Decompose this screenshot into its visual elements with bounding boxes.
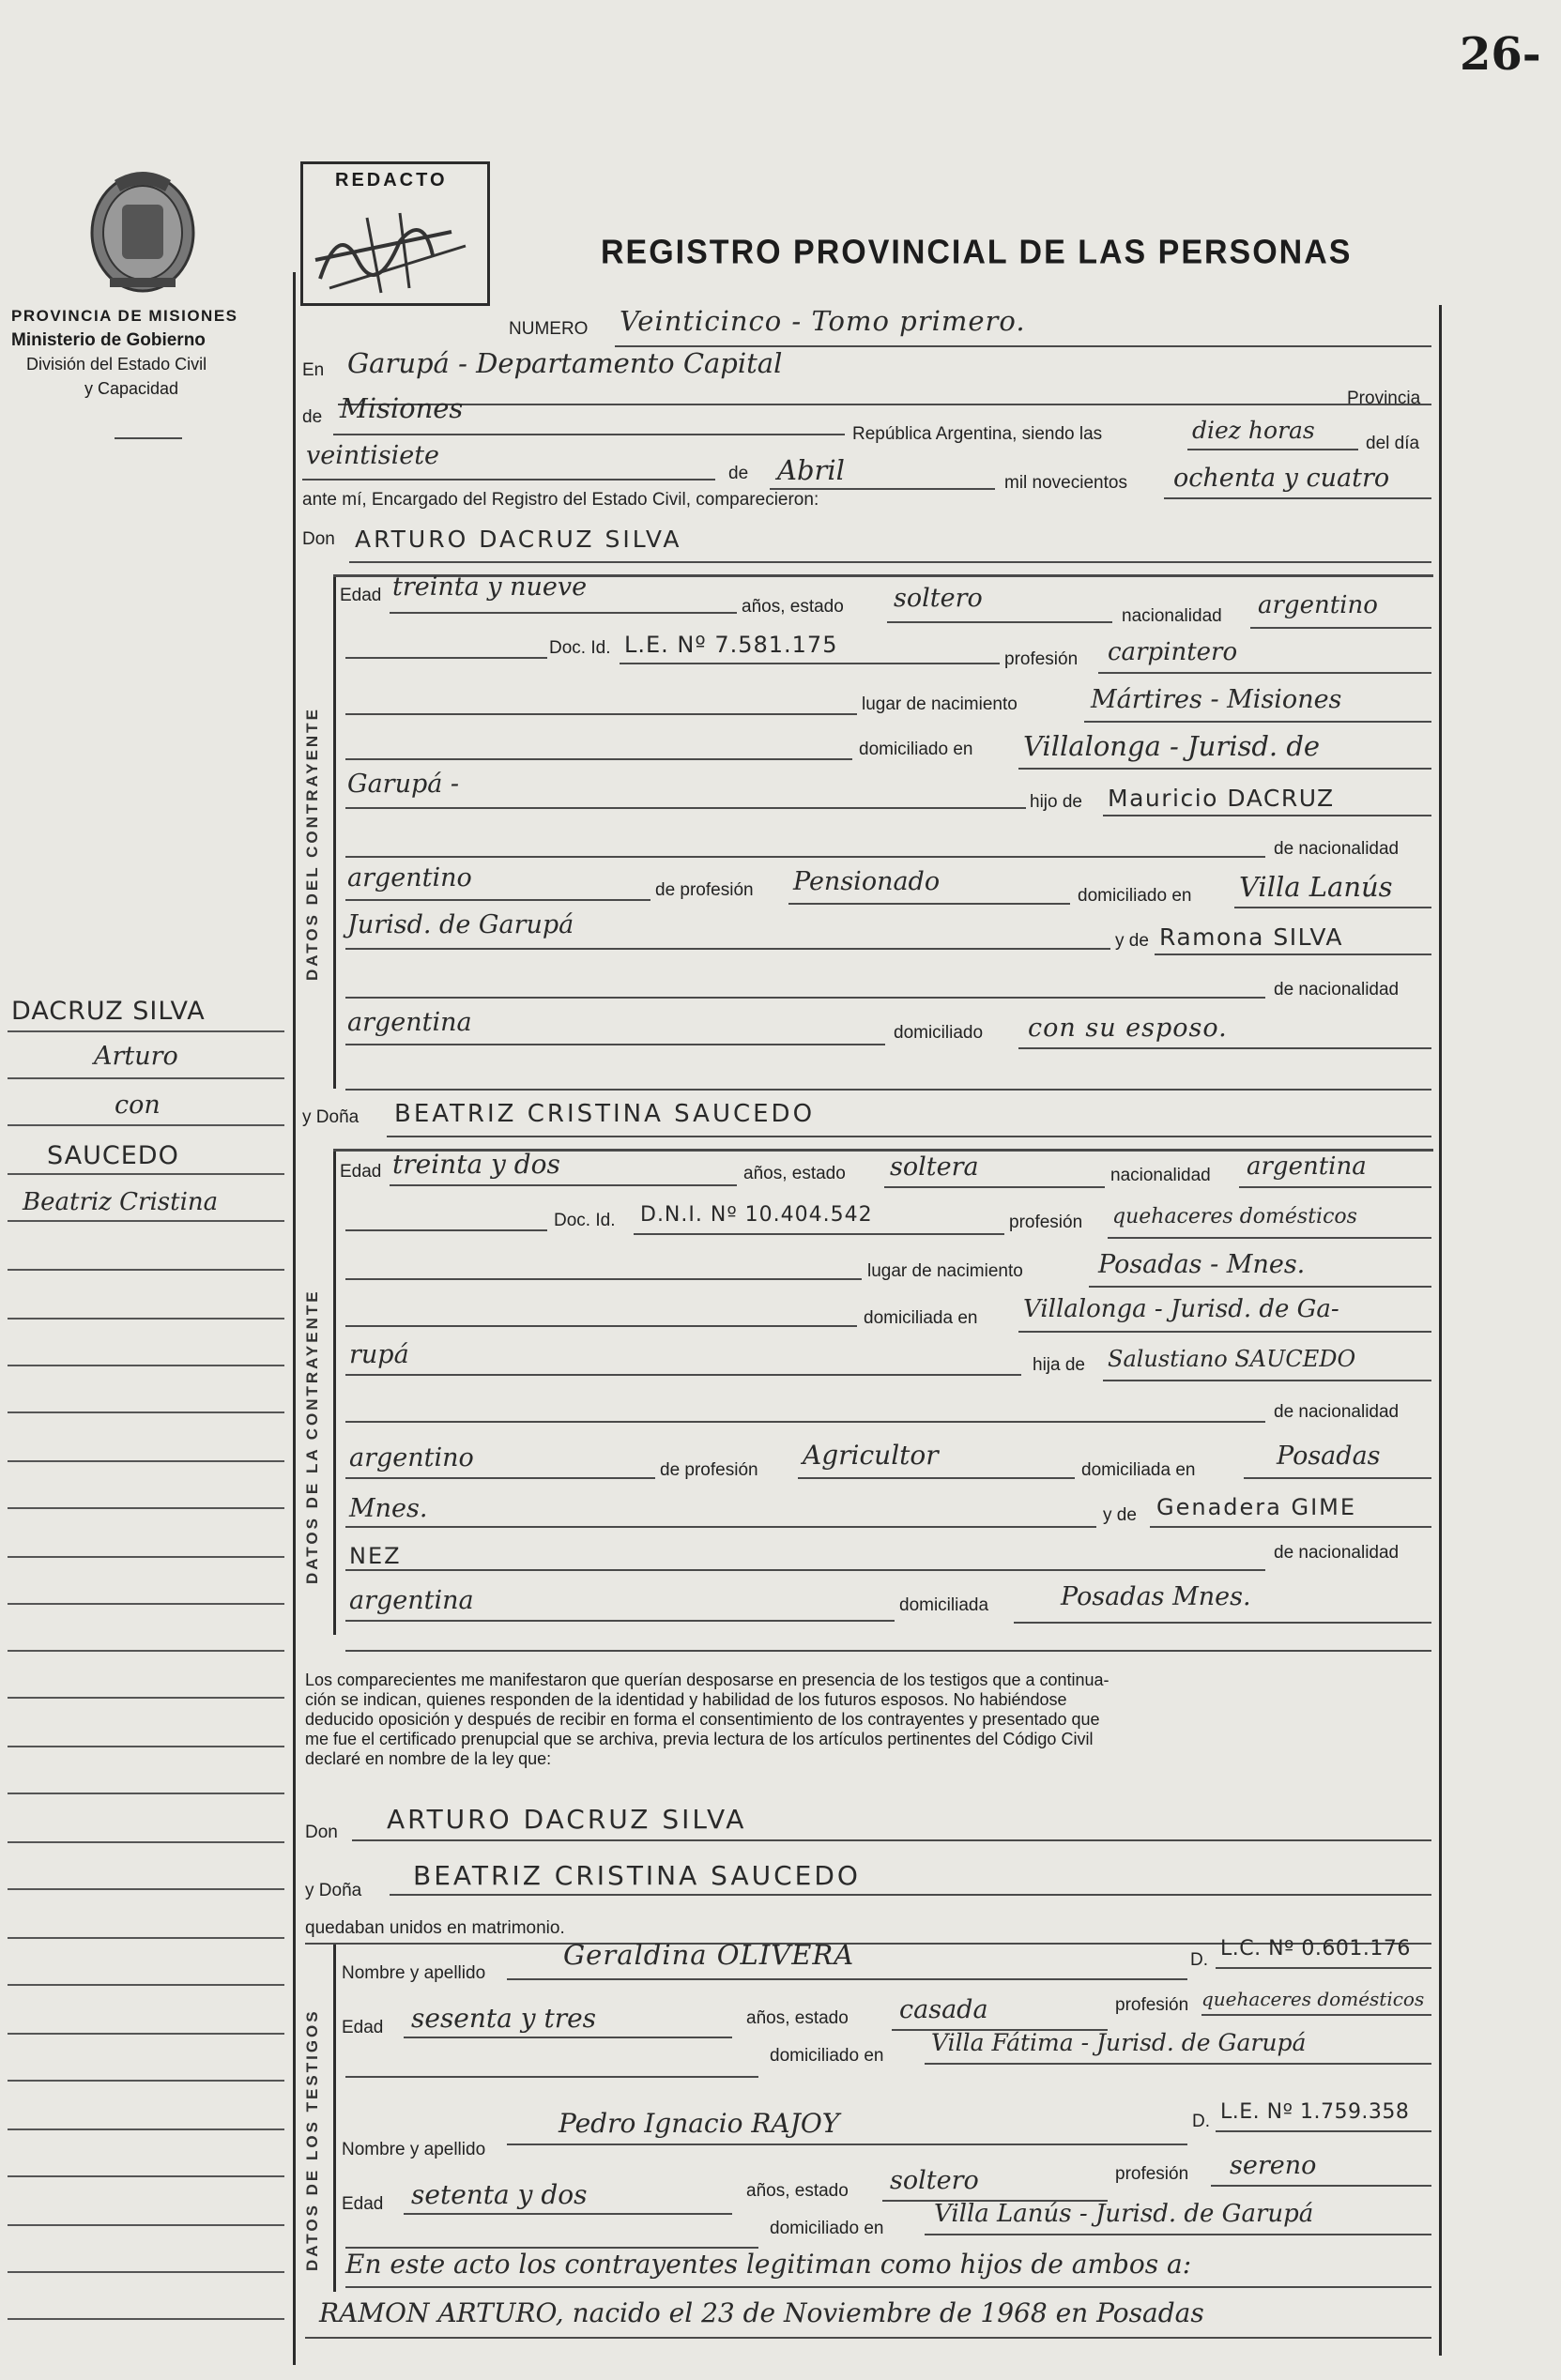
- stamp-signature: [311, 204, 470, 298]
- field-b-madre-1: Genadera GIME: [1156, 1494, 1357, 1520]
- field-b-profesion: quehaceres domésticos: [1112, 1205, 1357, 1228]
- field-g-doc-line: [620, 663, 1000, 664]
- label-don: Don: [302, 529, 335, 549]
- field-anio-line: [1164, 497, 1431, 499]
- label-g-profesion: profesión: [1004, 649, 1079, 669]
- field-don-line: [349, 561, 1431, 563]
- label-mil: mil novecientos: [1004, 473, 1127, 493]
- label-provincia: Provincia: [1347, 389, 1421, 408]
- field-w2-nombre-line: [507, 2144, 1187, 2145]
- field-w1-dom: Villa Fátima - Jurisd. de Garupá: [931, 2029, 1307, 2056]
- field-en-line: [338, 404, 1431, 405]
- field-g-padre-nac: argentino: [347, 863, 472, 892]
- field-g-edad: treinta y nueve: [392, 572, 588, 602]
- label-g-hijo-de: hijo de: [1030, 792, 1082, 812]
- margin-rule: [8, 1124, 284, 1126]
- margin-rule: [8, 2224, 284, 2226]
- field-w2-doc-line: [1216, 2130, 1431, 2132]
- margin-rule: [8, 1077, 284, 1079]
- field-provincia-line: [333, 434, 845, 435]
- field-g-padre-nac-lead-line: [345, 856, 1265, 858]
- field-g-lugar: Mártires - Misiones: [1091, 685, 1342, 714]
- field-g-madre-dom-line: [1018, 1047, 1431, 1049]
- groom-section-bottom-line: [345, 1089, 1431, 1091]
- label-b-domiciliada: domiciliada en: [864, 1308, 978, 1328]
- field-b-doc-line: [634, 1233, 1004, 1235]
- field-anio: ochenta y cuatro: [1173, 464, 1390, 493]
- margin-rule: [8, 1746, 284, 1747]
- label-b-padre-dom: domiciliada en: [1081, 1460, 1196, 1480]
- field-dia-line: [302, 479, 715, 481]
- field-mes: Abril: [777, 454, 845, 486]
- field-g-padre-line: [1103, 815, 1431, 816]
- note-line-2: RAMON ARTURO, nacido el 23 de Noviembre de 1968 en Posadas: [319, 2297, 1204, 2328]
- margin-rule: [8, 1556, 284, 1558]
- field-numero: Veinticinco - Tomo primero.: [620, 305, 1026, 337]
- field-horas-line: [1187, 449, 1358, 450]
- margin-rule: [8, 2271, 284, 2273]
- field-b-padre-nac: argentino: [349, 1443, 474, 1472]
- label-numero: NUMERO: [509, 319, 589, 339]
- field-w1-dom-lead-line: [345, 2076, 758, 2078]
- side-label-testigos: DATOS DE LOS TESTIGOS: [303, 2008, 321, 2271]
- field-b-padre-dom-1: Posadas: [1277, 1442, 1381, 1471]
- field-w1-edad: sesenta y tres: [411, 2003, 597, 2034]
- field-b-padre-nac-lead-line: [345, 1421, 1265, 1423]
- side-label-contrayente: DATOS DEL CONTRAYENTE: [303, 707, 321, 981]
- field-w2-doc: L.E. Nº 1.759.358: [1220, 2100, 1410, 2124]
- margin-rule: [8, 1697, 284, 1699]
- label-del-dia: del día: [1366, 434, 1420, 453]
- margin-rule: [8, 1318, 284, 1320]
- page-title: REGISTRO PROVINCIAL DE LAS PERSONAS: [601, 234, 1353, 271]
- paragraph-line: declaré en nombre de la ley que:: [305, 1749, 552, 1768]
- bride-section-border: [333, 1149, 336, 1635]
- field-b-nacionalidad-line: [1239, 1186, 1431, 1188]
- field-g-doc-lead-line: [345, 657, 547, 659]
- field-w1-nombre: Geraldina OLIVERA: [563, 1939, 855, 1971]
- field-b-madre-1-line: [1150, 1526, 1431, 1528]
- margin-rule: [8, 1603, 284, 1605]
- field-g-padre-nac-line: [345, 899, 650, 901]
- margin-note-con: con: [115, 1091, 161, 1120]
- label-g-padre-dom: domiciliado en: [1078, 886, 1192, 906]
- field-b-profesion-line: [1108, 1237, 1431, 1239]
- label-b-profesion: profesión: [1009, 1213, 1083, 1232]
- field-b-padre-nac-line: [345, 1477, 655, 1479]
- paragraph-line: deducido oposición y después de recibir en forma el consentimiento de los contrayentes y presentado que: [305, 1710, 1100, 1729]
- field-g-dom-2: Garupá -: [347, 770, 460, 799]
- field-g-madre-nac: argentina: [347, 1008, 472, 1037]
- field-g-madre-line: [1155, 954, 1431, 955]
- label-w2-anos-estado: años, estado: [746, 2181, 849, 2201]
- field-b-padre-dom-1-line: [1244, 1477, 1431, 1479]
- field-dia: veintisiete: [306, 441, 440, 470]
- label-b-edad: Edad: [340, 1162, 382, 1182]
- field-b-padre-line: [1103, 1380, 1431, 1381]
- note-line-1-underline: [345, 2286, 1431, 2288]
- field-b-madre-dom-line: [1014, 1622, 1431, 1624]
- margin-note-surname-2: SAUCEDO: [47, 1141, 179, 1170]
- margin-rule: [8, 2128, 284, 2130]
- field-g-padre-dom-1: Villa Lanús: [1239, 871, 1393, 903]
- paragraph-line: ción se indican, quienes responden de la identidad y habilidad de los futuros esposos. No habiéndose: [305, 1690, 1067, 1709]
- field-g-padre-dom-1-line: [1234, 907, 1431, 908]
- margin-rule: [8, 1888, 284, 1890]
- capacity-name: y Capacidad: [84, 379, 179, 398]
- label-decl-don: Don: [305, 1823, 338, 1842]
- label-republica: República Argentina, siendo las: [852, 424, 1103, 444]
- label-b-lugar: lugar de nacimiento: [867, 1261, 1023, 1281]
- field-g-lugar-lead-line: [345, 713, 857, 715]
- field-b-lugar-lead-line: [345, 1278, 862, 1280]
- field-b-doc-lead-line: [345, 1229, 547, 1231]
- field-g-padre-prof: Pensionado: [793, 867, 941, 896]
- margin-rule: [8, 1411, 284, 1413]
- label-g-madre-nac: de nacionalidad: [1274, 980, 1400, 999]
- field-b-padre-dom-2-line: [345, 1526, 1096, 1528]
- margin-rule: [8, 1365, 284, 1366]
- field-b-madre-2: NEZ: [349, 1543, 402, 1569]
- label-en: En: [302, 360, 325, 380]
- field-provincia: Misiones: [340, 392, 464, 424]
- ministry-divider: [115, 437, 182, 439]
- margin-rule: [8, 1507, 284, 1509]
- field-dona-line: [387, 1136, 1431, 1137]
- field-g-padre: Mauricio DACRUZ: [1108, 785, 1335, 812]
- field-g-profesion: carpintero: [1108, 638, 1238, 666]
- paragraph-line: me fue el certificado prenupcial que se archiva, previa lectura de los artículos pertinentes del Código Civil: [305, 1730, 1094, 1748]
- label-g-padre-nac: de nacionalidad: [1274, 839, 1400, 859]
- field-don: ARTURO DACRUZ SILVA: [355, 526, 682, 553]
- label-y-dona: y Doña: [302, 1107, 360, 1127]
- field-w1-edad-line: [404, 2037, 732, 2038]
- margin-rule: [8, 1030, 284, 1032]
- label-w2-profesion: profesión: [1115, 2164, 1189, 2184]
- bride-section-bottom-line: [345, 1650, 1431, 1652]
- field-b-edad: treinta y dos: [392, 1149, 560, 1180]
- label-w2-d: D.: [1192, 2112, 1210, 2131]
- field-w2-edad: setenta y dos: [411, 2179, 588, 2210]
- field-w2-dom: Villa Lanús - Jurisd. de Garupá: [934, 2200, 1314, 2228]
- field-b-madre-dom: Posadas Mnes.: [1061, 1582, 1251, 1611]
- folio-number: 26-: [1460, 28, 1541, 81]
- label-g-padre-prof: de profesión: [655, 880, 754, 900]
- field-w2-nombre: Pedro Ignacio RAJOY: [559, 2108, 840, 2139]
- field-w1-estado: casada: [899, 1995, 988, 2024]
- field-en: Garupá - Departamento Capital: [347, 347, 783, 379]
- label-ante: ante mí, Encargado del Registro del Estado Civil, comparecieron:: [302, 490, 819, 510]
- field-g-padre-prof-line: [788, 903, 1070, 905]
- margin-rule: [8, 1173, 284, 1175]
- groom-section-border: [333, 574, 336, 1089]
- redacto-stamp: [300, 161, 490, 306]
- field-b-nacionalidad: argentina: [1247, 1152, 1367, 1181]
- label-decl-dona: y Doña: [305, 1881, 362, 1900]
- field-g-lugar-line: [1084, 721, 1431, 723]
- label-g-lugar: lugar de nacimiento: [862, 694, 1018, 714]
- field-g-estado: soltero: [894, 584, 983, 613]
- label-b-y-de: y de: [1103, 1505, 1137, 1525]
- division-name: División del Estado Civil: [26, 355, 207, 374]
- field-g-estado-line: [887, 621, 1112, 623]
- field-b-lugar: Posadas - Mnes.: [1098, 1250, 1306, 1279]
- field-b-dom-1-line: [1018, 1331, 1431, 1333]
- field-w1-nombre-line: [507, 1978, 1187, 1980]
- label-w1-dom: domiciliado en: [770, 2046, 884, 2066]
- field-horas: diez horas: [1192, 417, 1315, 444]
- field-g-edad-line: [390, 612, 737, 614]
- label-de-mes: de: [728, 464, 749, 483]
- field-w2-profesion: sereno: [1230, 2151, 1317, 2180]
- field-w1-dom-line: [925, 2063, 1431, 2065]
- paragraph-line: Los comparecientes me manifestaron que querían desposarse en presencia de los testigos que a continua-: [305, 1671, 1110, 1689]
- label-w1-profesion: profesión: [1115, 1995, 1189, 2015]
- field-g-padre-dom-2: Jurisd. de Garupá: [347, 910, 574, 939]
- field-decl-don: ARTURO DACRUZ SILVA: [387, 1804, 747, 1835]
- ministry-name: Ministerio de Gobierno: [11, 330, 206, 350]
- label-g-y-de: y de: [1115, 931, 1149, 951]
- margin-note-firstnames-2: Beatriz Cristina: [23, 1188, 219, 1216]
- field-w2-dom-line: [925, 2234, 1431, 2235]
- label-g-edad: Edad: [340, 586, 382, 605]
- field-w1-profesion: quehaceres domésticos: [1201, 1988, 1425, 2010]
- margin-rule: [8, 1650, 284, 1652]
- label-w1-d: D.: [1190, 1950, 1208, 1970]
- coat-of-arms-seal: [86, 167, 199, 294]
- margin-rule: [8, 1841, 284, 1843]
- margin-rule: [8, 1984, 284, 1986]
- margin-rule: [8, 1220, 284, 1222]
- margin-rule: [8, 1269, 284, 1271]
- label-w1-edad: Edad: [342, 2018, 384, 2037]
- field-dona: BEATRIZ CRISTINA SAUCEDO: [394, 1100, 816, 1128]
- field-g-dom-lead-line: [345, 758, 852, 760]
- witness-section-border: [333, 1945, 336, 2292]
- label-b-hija-de: hija de: [1033, 1355, 1085, 1375]
- field-b-dom-1: Villalonga - Jurisd. de Ga-: [1023, 1295, 1339, 1323]
- form-left-border: [293, 272, 296, 2365]
- label-g-nacionalidad: nacionalidad: [1122, 606, 1222, 626]
- field-b-padre-prof-line: [798, 1477, 1075, 1479]
- margin-rule: [8, 2175, 284, 2177]
- field-b-dom-2: rupá: [349, 1340, 409, 1369]
- margin-note-firstname: Arturo: [94, 1042, 178, 1071]
- form-right-border: [1439, 305, 1442, 2356]
- field-g-doc: L.E. Nº 7.581.175: [624, 632, 838, 658]
- label-w2-edad: Edad: [342, 2194, 384, 2214]
- field-b-estado: soltera: [890, 1152, 979, 1182]
- field-w2-edad-line: [404, 2213, 732, 2215]
- field-decl-don-line: [352, 1839, 1431, 1841]
- label-b-madre-nac: de nacionalidad: [1274, 1543, 1400, 1563]
- field-g-profesion-line: [1098, 672, 1431, 674]
- field-decl-dona-line: [390, 1894, 1431, 1896]
- field-b-madre-2-line: [345, 1569, 1265, 1571]
- declaration-paragraph: [305, 1671, 1431, 1769]
- redacto-label: REDACTO: [335, 170, 448, 191]
- field-w2-estado: soltero: [890, 2166, 979, 2195]
- field-g-padre-dom-2-line: [345, 948, 1110, 950]
- field-decl-dona: BEATRIZ CRISTINA SAUCEDO: [413, 1860, 861, 1891]
- label-b-anos-estado: años, estado: [743, 1164, 846, 1183]
- field-w1-doc: L.C. Nº 0.601.176: [1220, 1937, 1411, 1960]
- margin-rule: [8, 2080, 284, 2082]
- side-label-la-contrayente: DATOS DE LA CONTRAYENTE: [303, 1289, 321, 1584]
- field-b-padre-dom-2: Mnes.: [349, 1494, 428, 1523]
- margin-rule: [8, 2318, 284, 2320]
- label-de: de: [302, 407, 323, 427]
- field-b-madre-nac: argentina: [349, 1586, 474, 1615]
- field-w1-profesion-line: [1201, 2014, 1431, 2016]
- label-g-domiciliado: domiciliado en: [859, 740, 973, 759]
- label-b-madre-dom: domiciliada: [899, 1595, 989, 1615]
- field-b-estado-line: [884, 1186, 1105, 1188]
- field-g-dom-2-line: [345, 807, 1026, 809]
- field-g-madre: Ramona SILVA: [1159, 923, 1343, 951]
- field-g-nacionalidad: argentino: [1258, 591, 1378, 619]
- field-w2-profesion-line: [1211, 2185, 1431, 2187]
- field-b-edad-line: [390, 1184, 737, 1186]
- label-w1-nombre: Nombre y apellido: [342, 1963, 486, 1983]
- field-b-madre-nac-line: [345, 1620, 895, 1622]
- field-b-dom-lead-line: [345, 1325, 857, 1327]
- field-b-padre-prof: Agricultor: [803, 1440, 939, 1471]
- margin-note-surname: DACRUZ SILVA: [11, 997, 206, 1026]
- label-w2-nombre: Nombre y apellido: [342, 2140, 486, 2159]
- field-g-madre-nac-lead-line: [345, 997, 1265, 999]
- field-b-dom-2-line: [345, 1374, 1021, 1376]
- label-w1-anos-estado: años, estado: [746, 2008, 849, 2028]
- label-b-nacionalidad: nacionalidad: [1110, 1166, 1211, 1185]
- margin-rule: [8, 1793, 284, 1794]
- margin-rule: [8, 1460, 284, 1462]
- field-g-dom-1: Villalonga - Jurisd. de: [1023, 730, 1321, 762]
- label-b-doc: Doc. Id.: [554, 1211, 616, 1230]
- label-quedaban: quedaban unidos en matrimonio.: [305, 1918, 565, 1938]
- note-line-2-underline: [305, 2337, 1431, 2339]
- field-g-nacionalidad-line: [1250, 627, 1431, 629]
- label-b-padre-nac: de nacionalidad: [1274, 1402, 1400, 1422]
- note-line-1: En este acto los contrayentes legitiman como hijos de ambos a:: [345, 2249, 1192, 2280]
- margin-rule: [8, 2033, 284, 2035]
- field-b-lugar-line: [1089, 1286, 1431, 1288]
- field-g-madre-dom: con su esposo.: [1028, 1014, 1228, 1043]
- field-b-padre: Salustiano SAUCEDO: [1108, 1346, 1356, 1372]
- field-g-madre-nac-line: [345, 1044, 885, 1045]
- field-b-doc: D.N.I. Nº 10.404.542: [640, 1203, 873, 1227]
- label-b-padre-prof: de profesión: [660, 1460, 758, 1480]
- margin-rule: [8, 1937, 284, 1939]
- label-g-madre-dom: domiciliado: [894, 1023, 984, 1043]
- label-g-doc: Doc. Id.: [549, 638, 611, 658]
- label-g-anos-estado: años, estado: [742, 597, 844, 617]
- field-w1-doc-line: [1216, 1967, 1431, 1969]
- label-w2-dom: domiciliado en: [770, 2219, 884, 2238]
- province-name: PROVINCIA DE MISIONES: [11, 307, 238, 325]
- field-g-dom-1-line: [1018, 768, 1431, 770]
